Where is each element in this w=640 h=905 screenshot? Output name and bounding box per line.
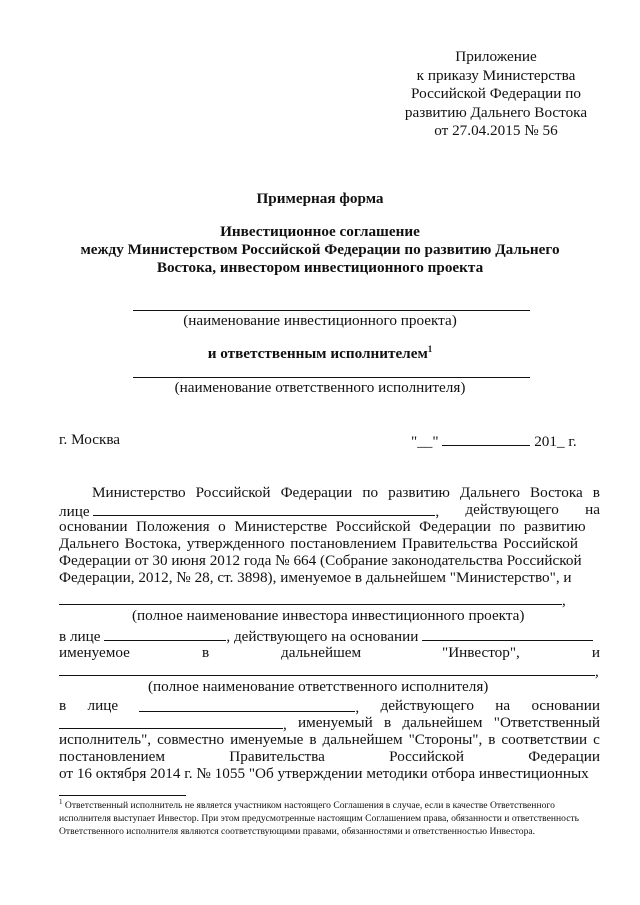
appendix-line: к приказу Министерства — [416, 66, 576, 84]
executor-name-line: , — [59, 661, 599, 681]
p1-line-3: основании Положения о Министерстве Российской Федерации по развитию — [59, 518, 586, 535]
investor-caption: (полное наименование инвестора инвестиционного проекта) — [132, 607, 525, 624]
investor-basis-blank — [422, 626, 593, 641]
footnote-separator — [59, 795, 186, 796]
city: г. Москва — [59, 431, 121, 448]
executor-fullname-blank — [59, 661, 595, 676]
footnote-line-1: $^1$ Ответственный исполнитель не является участником настоящего Соглашения в случае, если в качестве Ответственного — [59, 797, 555, 811]
appendix-block — [388, 48, 604, 141]
executor-line-1: в лице , действующего на основании — [59, 697, 600, 716]
executor-basis-blank — [59, 714, 283, 729]
representative-blank — [93, 501, 435, 516]
p1-line-2: лице , действующего на — [59, 501, 600, 520]
p1-line-4: Дальнего Востока, утвержденного постановлением Правительства Российской — [59, 535, 578, 552]
executor-line-3: исполнитель", совместно именуемые в дальнейшем "Стороны", в соответствии с — [59, 731, 600, 748]
investor-representative-blank — [104, 626, 226, 641]
p1-line-1: Министерство Российской Федерации по развитию Дальнего Востока в — [92, 484, 600, 501]
appendix-line: Российской Федерации по — [411, 85, 581, 102]
p1-line-5: Федерации от 30 июня 2012 года № 664 (Собрание законодательства Российской — [59, 552, 582, 569]
executor-line-2: , именуемый в дальнейшем "Ответственный — [59, 714, 600, 734]
date-field — [411, 431, 577, 451]
executor-name-blank — [133, 377, 530, 378]
investor-name-blank — [59, 590, 562, 605]
executor-caption: (полное наименование ответственного исполнителя) — [148, 678, 489, 695]
executor-line-5: от 16 октября 2014 г. № 1055 "Об утверждении методики отбора инвестиционных — [59, 765, 589, 782]
footnote-ref-1: 1 — [427, 343, 433, 354]
footnote-line-2: исполнителя выступает Инвестор. При этом предусмотренные настоящим Соглашением права, обязанности и ответственность — [59, 813, 580, 824]
date-month-blank — [442, 431, 530, 446]
appendix-line: Приложение — [455, 48, 537, 65]
project-name-caption: (наименование инвестиционного проекта) — [183, 312, 457, 329]
executor-representative-blank — [139, 697, 355, 712]
investor-name-line: , — [59, 590, 566, 610]
appendix-line: развитию Дальнего Востока — [404, 103, 588, 121]
agreement-title-1: Инвестиционное соглашение — [220, 223, 420, 240]
project-name-blank — [133, 310, 530, 311]
executor-title — [0, 345, 640, 363]
date-day: "__" — [411, 433, 439, 450]
appendix-line: от 27.04.2015 № 56 — [434, 122, 558, 139]
agreement-title-3: Востока, инвестором инвестиционного проекта — [156, 259, 484, 276]
date-year: 201_ г. — [534, 433, 577, 450]
form-title: Примерная форма — [256, 190, 384, 207]
footnote-line-3: Ответственного исполнителя являются соответствующими правами, обязанностями и ответственностью Инвестора. — [59, 826, 536, 837]
footnote-mark: 1 — [59, 797, 63, 806]
executor-line-4: постановлением Правительства Российской Федерации — [59, 748, 600, 765]
executor-name-caption: (наименование ответственного исполнителя) — [174, 379, 466, 396]
executor-title-text: и ответственным исполнителем — [207, 345, 428, 362]
investor-line-1: в лице , действующего на основании — [59, 626, 593, 646]
agreement-title-2: между Министерством Российской Федерации по развитию Дальнего — [80, 241, 560, 258]
p1-line-6: Федерации, 2012, № 28, ст. 3898), именуемое в дальнейшем "Министерство", и — [59, 569, 572, 586]
